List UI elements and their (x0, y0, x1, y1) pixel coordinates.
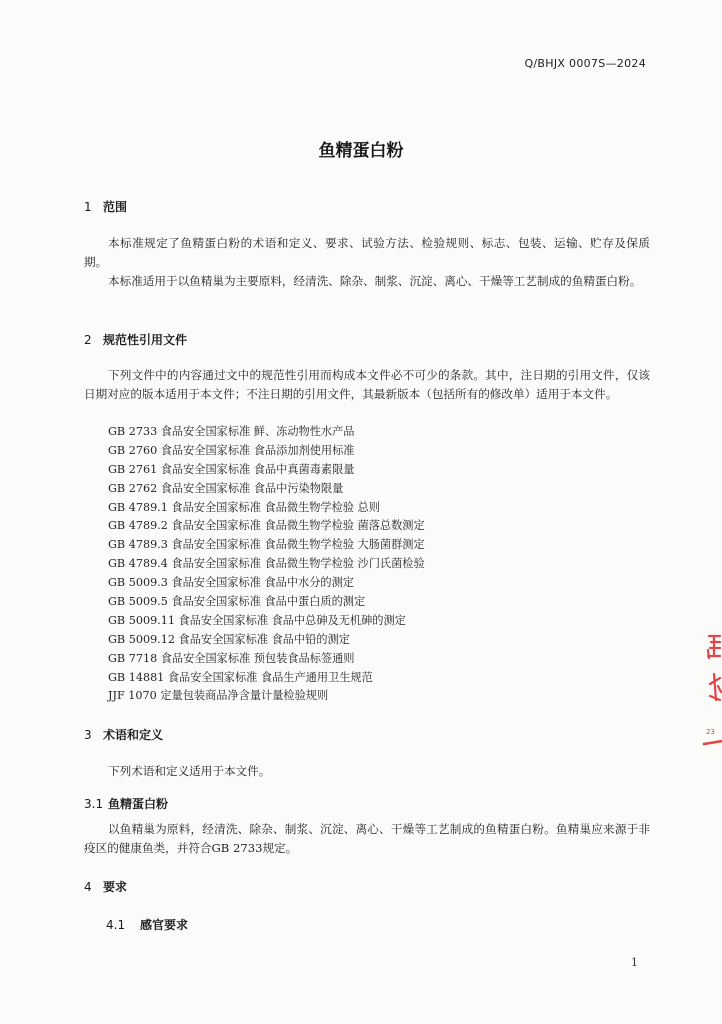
section-number: 1 (84, 200, 92, 214)
document-number: Q/BHJX 0007S—2024 (524, 57, 646, 70)
reference-item: GB 4789.2 食品安全国家标准 食品微生物学检验 菌落总数测定 (108, 519, 425, 533)
document-title: 鱼精蛋白粉 (318, 141, 404, 161)
reference-item: GB 5009.11 食品安全国家标准 食品中总砷及无机砷的测定 (108, 613, 406, 627)
section-number: 4.1 (106, 918, 126, 932)
section-title: 范围 (103, 200, 128, 214)
reference-item: GB 2762 食品安全国家标准 食品中污染物限量 (108, 481, 344, 495)
red-seal-stamp-icon (700, 628, 722, 768)
svg-text:23: 23 (706, 728, 715, 736)
section-number: 2 (84, 333, 92, 347)
section-4-heading (84, 878, 127, 895)
page-number: 1 (631, 956, 638, 969)
reference-item: GB 2733 食品安全国家标准 鲜、冻动物性水产品 (108, 425, 355, 438)
section-2-paragraph-1: 下列文件中的内容通过文中的规范性引用而构成本文件必不可少的条款。其中，注日期的引用文件，仅该日期对应的版本适用于本文件；不注日期的引用文件，其最新版本（包括所有的修改单）适用于本文件。 (84, 368, 650, 401)
section-title: 要求 (103, 880, 128, 894)
section-3-1-paragraph-1: 以鱼精巢为原料，经清洗、除杂、制浆、沉淀、离心、干燥等工艺制成的鱼精蛋白粉。鱼精巢应来源于非疫区的健康鱼类，并符合GB 2733规定。 (84, 822, 650, 855)
section-number: 4 (84, 880, 92, 894)
reference-item: GB 4789.4 食品安全国家标准 食品微生物学检验 沙门氏菌检验 (108, 557, 425, 571)
reference-item: GB 5009.3 食品安全国家标准 食品中水分的测定 (108, 576, 354, 590)
section-title: 鱼精蛋白粉 (108, 797, 169, 811)
reference-item: JJF 1070 定量包装商品净含量计量检验规则 (108, 689, 329, 703)
reference-item: GB 4789.1 食品安全国家标准 食品微生物学检验 总则 (108, 500, 380, 514)
reference-item: GB 7718 食品安全国家标准 预包装食品标签通则 (108, 651, 355, 665)
section-3-paragraph-1: 下列术语和定义适用于本文件。 (108, 764, 271, 778)
normative-references-list (108, 423, 425, 706)
section-title: 规范性引用文件 (103, 333, 188, 347)
section-1-paragraph-1: 本标准规定了鱼精蛋白粉的术语和定义、要求、试验方法、检验规则、标志、包装、运输、贮存及保质期。 (84, 236, 650, 269)
section-number: 3 (84, 728, 92, 742)
reference-item: GB 4789.3 食品安全国家标准 食品微生物学检验 大肠菌群测定 (108, 538, 425, 552)
reference-item: GB 5009.5 食品安全国家标准 食品中蛋白质的测定 (108, 595, 366, 609)
section-title: 术语和定义 (103, 728, 164, 742)
reference-item: GB 5009.12 食品安全国家标准 食品中铅的测定 (108, 632, 350, 646)
section-title: 感官要求 (140, 918, 189, 932)
section-3-1-heading (84, 795, 168, 812)
section-3-heading (84, 726, 163, 743)
section-1-heading (84, 198, 127, 215)
section-2-heading (84, 331, 187, 348)
section-4-1-heading (106, 916, 188, 933)
section-number: 3.1 (84, 797, 104, 811)
reference-item: GB 14881 食品安全国家标准 食品生产通用卫生规范 (108, 670, 373, 684)
reference-item: GB 2760 食品安全国家标准 食品添加剂使用标准 (108, 443, 355, 457)
section-1-paragraph-2: 本标准适用于以鱼精巢为主要原料，经清洗、除杂、制浆、沉淀、离心、干燥等工艺制成的鱼精蛋白粉。 (108, 274, 642, 288)
reference-item: GB 2761 食品安全国家标准 食品中真菌毒素限量 (108, 462, 355, 476)
